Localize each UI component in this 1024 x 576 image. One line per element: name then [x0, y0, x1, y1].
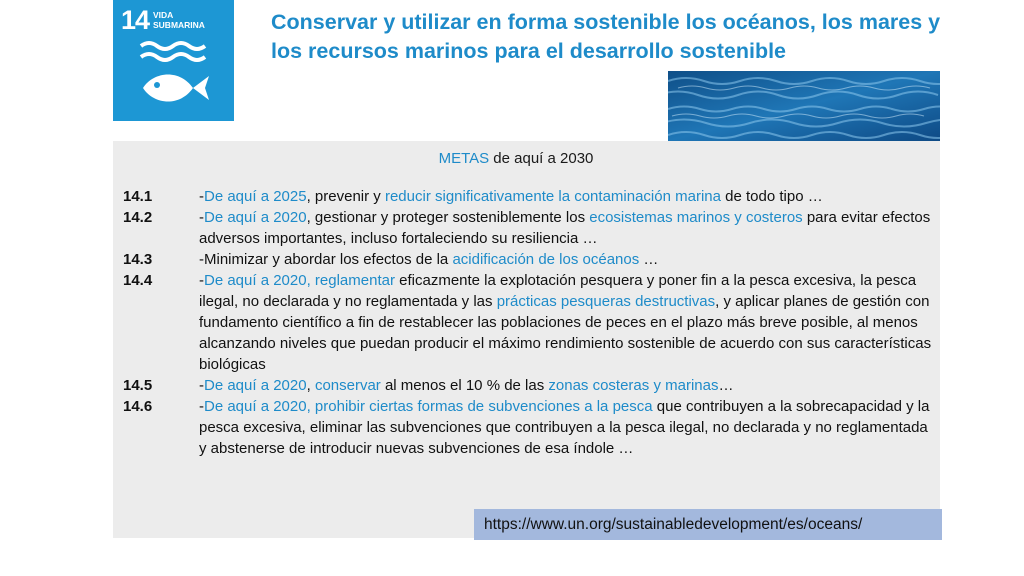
highlight-text: acidificación de los océanos	[452, 251, 640, 268]
target-text	[199, 249, 933, 270]
metas-heading	[113, 149, 919, 169]
body-text: , prevenir y	[306, 188, 385, 205]
target-row	[113, 207, 940, 249]
body-text: de todo tipo …	[720, 188, 823, 205]
highlight-text: reducir significativamente la contaminación marina	[384, 188, 721, 205]
highlight-text: De aquí a 2020, reglamentar	[204, 272, 395, 289]
target-number: 14.2	[123, 209, 153, 226]
target-text	[199, 396, 933, 459]
body-text: -Minimizar y abordar los efectos de la	[199, 251, 453, 268]
target-row	[113, 186, 940, 207]
target-text	[199, 207, 933, 249]
target-row	[113, 270, 940, 375]
highlight-text: De aquí a 2020	[204, 377, 307, 394]
highlight-text: prácticas pesqueras destructivas	[496, 293, 716, 310]
highlight-text: De aquí a 2025	[204, 188, 307, 205]
fish-waves-icon	[135, 40, 213, 112]
body-text: para evitar efectos adversos importantes, incluso fortaleciendo su resiliencia …	[199, 209, 931, 247]
body-text: …	[639, 251, 659, 268]
target-number: 14.3	[123, 251, 153, 268]
metas-suffix: de aquí a 2030	[489, 150, 594, 167]
page-title: Conservar y utilizar en forma sostenible los océanos, los mares y los recursos marinos para el desarrollo sostenible	[271, 10, 941, 63]
logo-label: VIDA SUBMARINA	[153, 10, 205, 30]
targets-panel	[113, 141, 940, 538]
target-text	[199, 375, 933, 396]
body-text: al menos el 10 % de las	[380, 377, 549, 394]
highlight-text: De aquí a 2020	[204, 209, 307, 226]
body-text: , y aplicar planes de gestión con fundamento científico a fin de restablecer las poblaciones de peces en el plazo más breve posible, al menos alcanzando niveles que puedan producir el máximo rendimiento sostenible de acuerdo con sus características biológicas	[199, 293, 932, 373]
target-row	[113, 249, 940, 270]
body-text: -	[199, 188, 204, 205]
target-number: 14.6	[123, 398, 153, 415]
target-number: 14.4	[123, 272, 153, 289]
body-text: …	[718, 377, 734, 394]
target-row	[113, 375, 940, 396]
body-text: -	[199, 272, 204, 289]
targets-list	[113, 186, 940, 459]
highlight-text: De aquí a 2020, prohibir ciertas formas de subvenciones a la pesca	[204, 398, 653, 415]
metas-label: METAS	[438, 150, 490, 167]
target-number: 14.5	[123, 377, 153, 394]
logo-number: 14	[121, 5, 150, 35]
highlight-text: conservar	[314, 377, 381, 394]
ocean-water-photo	[668, 71, 940, 141]
body-text: , gestionar y proteger sosteniblemente los	[306, 209, 590, 226]
sdg-14-logo	[113, 0, 234, 121]
body-text: eficazmente la explotación pesquera y poner fin a la pesca excesiva, la pesca ilegal, no declarada y no reglamentada y las	[199, 272, 917, 310]
target-text	[199, 270, 933, 375]
body-text: que contribuyen a la sobrecapacidad y la pesca excesiva, eliminar las subvenciones que contribuyen a la pesca ilegal, no declarada y no reglamentada y abstenerse de introducir nuevas subvenciones de esa índole …	[199, 398, 930, 457]
source-url-link[interactable]: https://www.un.org/sustainabledevelopment/es/oceans/	[474, 509, 942, 540]
highlight-text: ecosistemas marinos y costeros	[589, 209, 803, 226]
body-text: -	[199, 377, 204, 394]
target-text	[199, 186, 933, 207]
target-number: 14.1	[123, 188, 153, 205]
body-text: ,	[306, 377, 315, 394]
body-text: -	[199, 209, 204, 226]
highlight-text: zonas costeras y marinas	[548, 377, 719, 394]
body-text: -	[199, 398, 204, 415]
target-row	[113, 396, 940, 459]
